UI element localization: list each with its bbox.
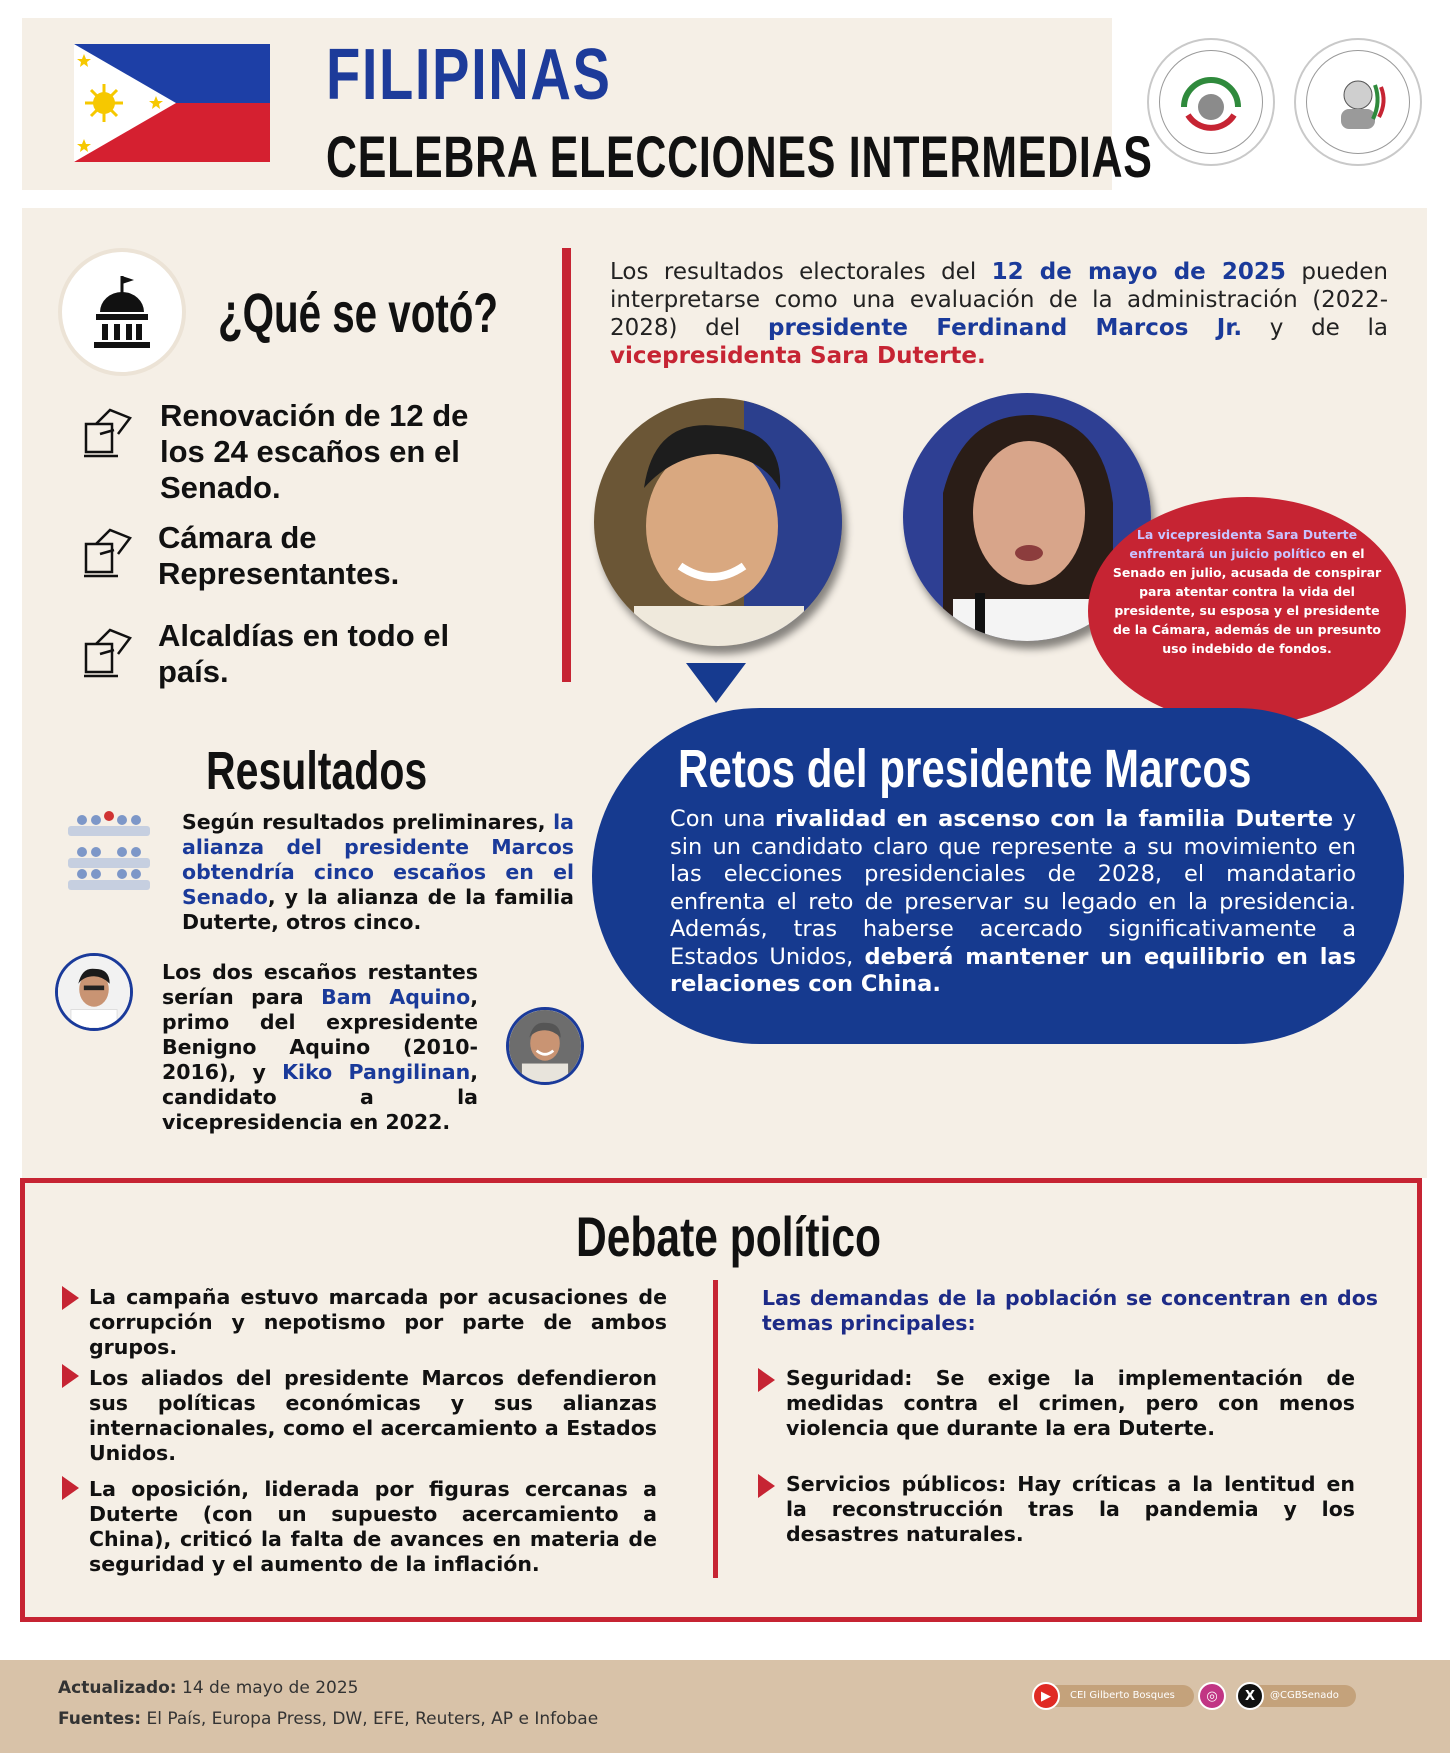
pangilinan-avatar <box>506 1007 584 1085</box>
senate-seats-icon <box>64 808 154 898</box>
debate-left-item: Los aliados del presidente Marcos defendieron sus políticas económicas y sus alianzas internacionales, como el acercamiento a Estados Unidos. <box>89 1366 657 1465</box>
bullet-triangle-icon <box>62 1364 79 1388</box>
footer-sources: Fuentes: El País, Europa Press, DW, EFE, Reuters, AP e Infobae <box>58 1709 599 1729</box>
vote-item: Alcaldías en todo el país. <box>158 618 450 689</box>
debate-left-item: La campaña estuvo marcada por acusaciones de corrupción y nepotismo por parte de ambos grupos. <box>89 1285 667 1359</box>
debate-title: Debate político <box>576 1205 882 1268</box>
x-icon[interactable]: X <box>1236 1682 1264 1710</box>
page-title: FILIPINAS <box>326 35 612 115</box>
footer <box>0 1660 1450 1753</box>
youtube-icon[interactable]: ▶ <box>1032 1682 1060 1710</box>
ballot-hand-icon <box>80 624 136 680</box>
page-subtitle: CELEBRA ELECCIONES INTERMEDIAS <box>326 125 1153 190</box>
bullet-triangle-icon <box>758 1368 775 1392</box>
vote-item: Cámara de Representantes. <box>158 520 400 591</box>
cegb-seal-logo <box>1294 38 1422 166</box>
marcos-portrait <box>594 398 842 646</box>
pointer-triangle-icon <box>686 663 746 703</box>
debate-divider <box>713 1280 718 1578</box>
section-divider <box>562 248 571 682</box>
government-building-icon <box>58 248 186 376</box>
debate-right-item: Seguridad: Se exige la implementación de medidas contra el crimen, pero con menos violencia que durante la era Duterte. <box>786 1366 1355 1440</box>
ballot-hand-icon <box>80 524 136 580</box>
impeachment-note-bubble: La vicepresidenta Sara Duterte enfrentará un juicio político en el Senado en julio, acusada de conspirar para atentar contra la vida del presidente, su esposa y el presidente de la Cámara, además de un presunto uso indebido de fondos. <box>1088 497 1406 725</box>
retos-title: Retos del presidente Marcos <box>678 739 1252 799</box>
bullet-triangle-icon <box>62 1286 79 1310</box>
senado-seal-logo <box>1147 38 1275 166</box>
x-handle[interactable]: @CGBSenado <box>1240 1685 1356 1707</box>
bullet-triangle-icon <box>758 1474 775 1498</box>
resultados-paragraph-2: Los dos escaños restantes serían para Bam Aquino, primo del expresidente Benigno Aquino (2010-2016), y Kiko Pangilinan, candidato a la vicepresidencia en 2022. <box>162 960 478 1134</box>
philippines-flag-icon <box>74 44 270 162</box>
intro-paragraph: Los resultados electorales del 12 de mayo de 2025 pueden interpretarse como una evaluación de la administración (2022-2028) del presidente Ferdinand Marcos Jr. y de la vicepresidenta Sara Duterte. <box>610 259 1389 369</box>
resultados-title: Resultados <box>206 741 428 801</box>
vote-item: Renovación de 12 de los 24 escaños en el Senado. <box>160 398 469 505</box>
debate-left-item: La oposición, liderada por figuras cercanas a Duterte (con un supuesto acercamiento a China), criticó la falta de avances en materia de seguridad y el aumento de la inflación. <box>89 1477 657 1576</box>
footer-updated: Actualizado: 14 de mayo de 2025 <box>58 1678 359 1698</box>
bullet-triangle-icon <box>62 1476 79 1500</box>
resultados-paragraph-1: Según resultados preliminares, la alianza del presidente Marcos obtendría cinco escaños en el Senado, y la alianza de la familia Duterte, otros cinco. <box>182 810 574 934</box>
aquino-avatar <box>55 953 133 1031</box>
instagram-icon[interactable]: ◎ <box>1198 1682 1226 1710</box>
debate-right-intro: Las demandas de la población se concentran en dos temas principales: <box>762 1286 1378 1335</box>
retos-paragraph: Con una rivalidad en ascenso con la familia Duterte y sin un candidato claro que represente a su movimiento en las elecciones presidenciales de 2028, el mandatario enfrenta el reto de preservar su legado en la presidencia. Además, tras haberse acercado significativamente a Estados Unidos, deberá mantener un equilibrio en las relaciones con China. <box>670 806 1356 997</box>
vote-section-title: ¿Qué se votó? <box>218 281 499 344</box>
ballot-hand-icon <box>80 404 136 460</box>
youtube-handle[interactable]: CEI Gilberto Bosques <box>1040 1685 1194 1707</box>
debate-right-item: Servicios públicos: Hay críticas a la lentitud en la reconstrucción tras la pandemia y los desastres naturales. <box>786 1472 1355 1546</box>
